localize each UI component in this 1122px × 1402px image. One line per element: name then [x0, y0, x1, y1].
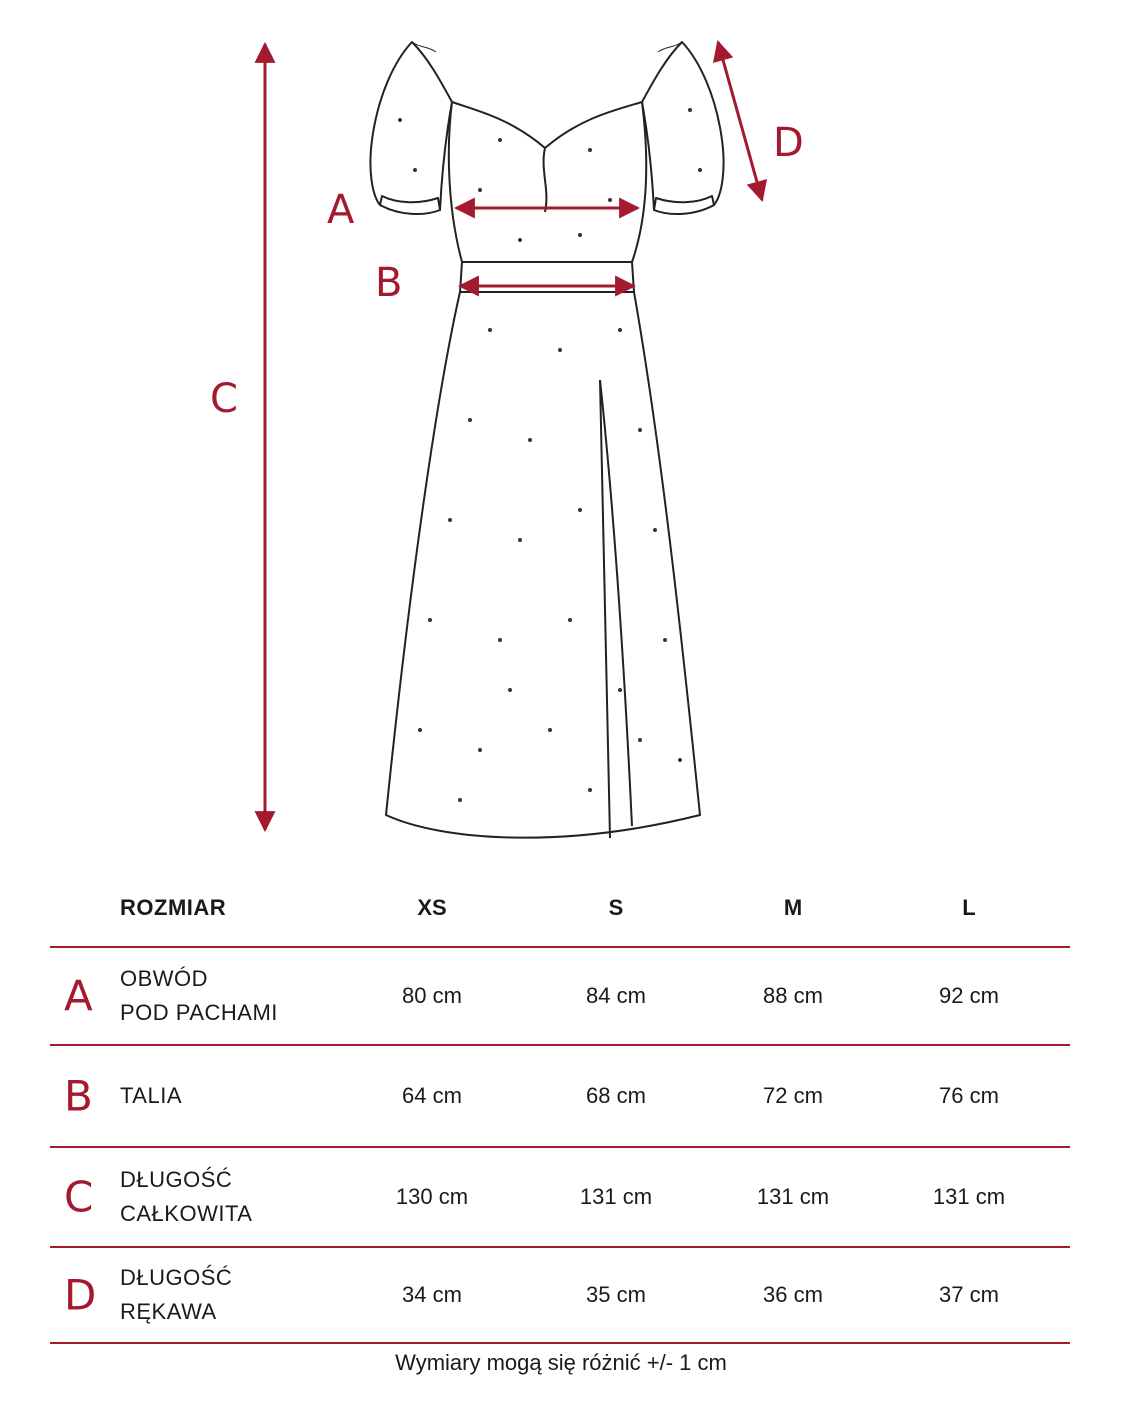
- table-row: [50, 1148, 1070, 1248]
- row-name: [120, 1079, 182, 1113]
- table-cell: 34 cm: [402, 1282, 462, 1307]
- table-cell: 131 cm: [932, 1184, 1006, 1209]
- table-row: [50, 948, 1070, 1046]
- row-name-line: OBWÓD: [120, 966, 209, 991]
- size-l: L: [962, 895, 976, 920]
- right-sleeve: [642, 42, 724, 210]
- tolerance-note: Wymiary mogą się różnić +/- 1 cm: [395, 1350, 727, 1375]
- row-name-line: TALIA: [120, 1083, 183, 1108]
- table-cell: 35 cm: [586, 1282, 646, 1307]
- table-cell: 76 cm: [939, 1083, 999, 1108]
- size-m: M: [783, 895, 803, 920]
- table-cell: 84 cm: [586, 983, 646, 1008]
- table-row: [50, 1046, 1070, 1148]
- table-cell: 36 cm: [763, 1282, 823, 1307]
- measure-label-d: D: [773, 120, 804, 166]
- skirt: [386, 292, 700, 838]
- measure-label-c: C: [210, 376, 238, 422]
- row-name-line: CAŁKOWITA: [120, 1201, 253, 1226]
- measure-label-a: A: [327, 187, 355, 233]
- row-name: [120, 962, 278, 1030]
- table-cell: 130 cm: [395, 1184, 469, 1209]
- row-name: [120, 1163, 252, 1231]
- row-letter: C: [64, 1172, 94, 1222]
- table-cell: 88 cm: [763, 983, 823, 1008]
- row-letter: A: [64, 971, 93, 1021]
- table-cell: 92 cm: [939, 983, 999, 1008]
- table-header: [50, 870, 1070, 948]
- row-letter: D: [64, 1270, 97, 1320]
- dress-sketch: [370, 42, 723, 838]
- table-cell: 64 cm: [402, 1083, 462, 1108]
- size-xs: XS: [417, 895, 447, 920]
- row-name-line: DŁUGOŚĆ: [120, 1265, 233, 1290]
- size-column-label: ROZMIAR: [120, 895, 227, 920]
- measure-arrow-d: [718, 42, 762, 200]
- table-cell: 37 cm: [939, 1282, 999, 1307]
- sleeve-gathers: [412, 42, 682, 52]
- row-name-line: DŁUGOŚĆ: [120, 1167, 233, 1192]
- left-sleeve: [370, 42, 452, 210]
- table-cell: 72 cm: [763, 1083, 823, 1108]
- row-name-line: POD PACHAMI: [120, 1000, 278, 1025]
- bodice: [449, 102, 646, 262]
- row-name-line: RĘKAWA: [120, 1299, 217, 1324]
- table-row: [50, 1248, 1070, 1344]
- measure-label-b: B: [375, 260, 403, 306]
- size-table: [50, 870, 1070, 1344]
- row-name: [120, 1261, 232, 1329]
- table-cell: 131 cm: [756, 1184, 830, 1209]
- size-s: S: [608, 895, 624, 920]
- row-letter: B: [64, 1071, 93, 1121]
- table-cell: 80 cm: [402, 983, 462, 1008]
- table-cell: 131 cm: [579, 1184, 653, 1209]
- table-cell: 68 cm: [586, 1083, 646, 1108]
